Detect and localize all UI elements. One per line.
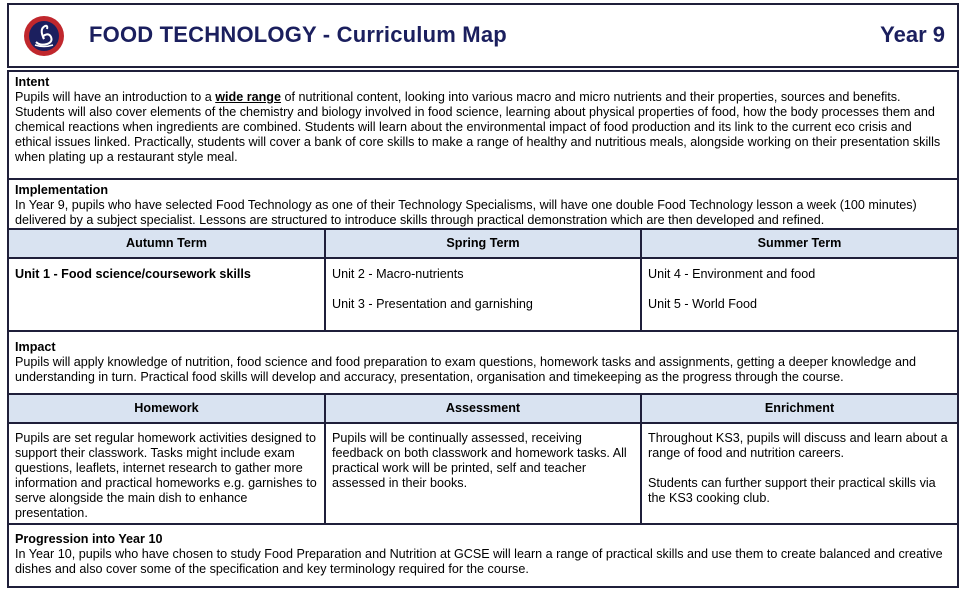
homework-cell — [9, 424, 326, 523]
progression-text: In Year 10, pupils who have chosen to study Food Preparation and Nutrition at GCSE will learn a range of practical skills and use them to create balanced and creative dishes and also cover some of the specification and key terminology required for the course. — [15, 547, 943, 576]
terms-body-row — [9, 259, 957, 332]
spring-unit-2: Unit 2 - Macro-nutrients — [332, 267, 464, 281]
assessment-text: Pupils will be continually assessed, receiving feedback on both classwork and homework tasks. All practical work will be printed, self and teacher assessed in their books. — [332, 431, 627, 490]
swan-crest-logo-icon — [23, 15, 65, 57]
year-label: Year 9 — [880, 22, 945, 47]
intent-text: Pupils will have an introduction to a wide range of nutritional content, looking into various macro and micro nutrients and their properties, sources and benefits. Students will also cover elements of the chemistry and biology involved in food science, learning about physical properties of food, how the body processes them and chemical reactions when ingredients are combined. Students will learn about the environmental impact of food production and its link to the current eco crisis and ethical issues linked. Practically, students will cover a bank of core skills to make a range of healthy and nutritious meals, alongside working on their presentation skills when plating up a restaurant style meal. — [15, 90, 941, 164]
progression-section — [9, 525, 957, 586]
page-header — [7, 3, 959, 68]
implementation-heading: Implementation — [15, 183, 109, 197]
autumn-term-cell — [9, 259, 326, 330]
curriculum-grid — [7, 70, 959, 588]
implementation-text: In Year 9, pupils who have selected Food Technology as one of their Technology Specialisms, will have one double Food Technology lesson a week (100 minutes) delivered by a subject specialist. Lessons are structured to introduce skills through practical demonstration which are then developed and refined. — [15, 198, 917, 227]
enrichment-careers-text: Throughout KS3, pupils will discuss and learn about a range of food and nutrition careers. — [648, 431, 948, 460]
page-title: FOOD TECHNOLOGY - Curriculum Map — [89, 22, 507, 47]
terms-header-row — [9, 230, 957, 259]
enrichment-cell — [642, 424, 957, 523]
summer-unit-4: Unit 4 - Environment and food — [648, 267, 816, 281]
extras-header-row — [9, 395, 957, 424]
enrichment-club-text: Students can further support their practical skills via the KS3 cooking club. — [648, 476, 936, 505]
impact-heading: Impact — [15, 340, 56, 354]
extras-body-row — [9, 424, 957, 525]
autumn-unit-1: Unit 1 - Food science/coursework skills — [15, 267, 251, 281]
spring-term-header: Spring Term — [326, 230, 642, 257]
intent-section — [9, 72, 957, 180]
homework-header: Homework — [9, 395, 326, 422]
assessment-header: Assessment — [326, 395, 642, 422]
autumn-term-header: Autumn Term — [9, 230, 326, 257]
intent-heading: Intent — [15, 75, 50, 89]
impact-text: Pupils will apply knowledge of nutrition, food science and food preparation to exam questions, homework tasks and assignments, getting a deeper knowledge and understanding in turn. Practical food skills will develop and accuracy, presentation, organisation and timekeeping as the progress through the course. — [15, 355, 917, 384]
impact-section — [9, 332, 957, 395]
summer-unit-5: Unit 5 - World Food — [648, 297, 757, 311]
summer-term-cell — [642, 259, 957, 330]
implementation-section — [9, 180, 957, 230]
spring-unit-3: Unit 3 - Presentation and garnishing — [332, 297, 533, 311]
homework-text: Pupils are set regular homework activities designed to support their classwork. Tasks might include exam questions, leaflets, internet research to gather more information and practical homeworks e.g. garnishes to serve alongside the main dish to enhance presentation. — [15, 431, 317, 520]
summer-term-header: Summer Term — [642, 230, 957, 257]
enrichment-header: Enrichment — [642, 395, 957, 422]
intent-emphasis: wide range — [215, 90, 282, 104]
progression-heading: Progression into Year 10 — [15, 532, 163, 546]
spring-term-cell — [326, 259, 642, 330]
assessment-cell — [326, 424, 642, 523]
